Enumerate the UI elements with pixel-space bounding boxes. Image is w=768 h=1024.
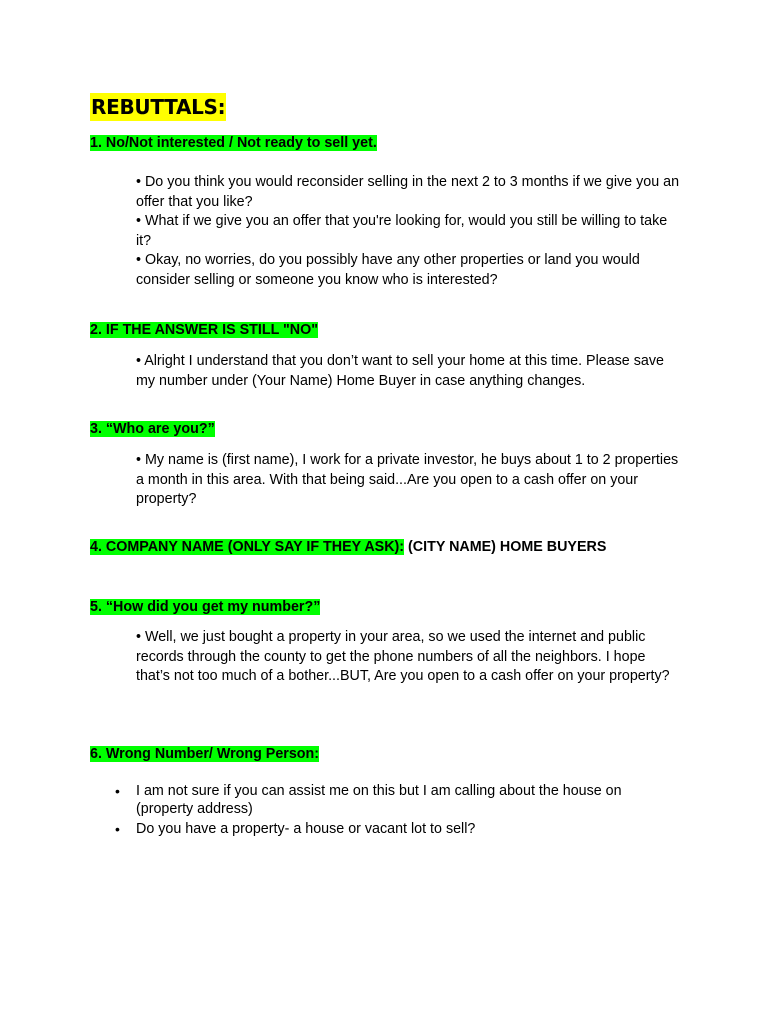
section-1-item-1: • Do you think you would reconsider selling in the next 2 to 3 months if we give you an offer that you like? bbox=[136, 174, 680, 210]
section-3-item-1: • My name is (first name), I work for a private investor, he buys about 1 to 2 properties a month in this area. With that being said...Are you open to a cash offer on your property? bbox=[136, 452, 679, 508]
section-2-heading-text: 2. IF THE ANSWER IS STILL "NO" bbox=[90, 322, 319, 338]
section-5-heading-text: 5. “How did you get my number?” bbox=[90, 599, 321, 615]
section-6-heading-text: 6. Wrong Number/ Wrong Person: bbox=[90, 746, 320, 762]
list-item bbox=[115, 820, 681, 838]
section-6-item-1: I am not sure if you can assist me on this but I am calling about the house on (property address) bbox=[136, 783, 622, 817]
section-1-heading-text: 1. No/Not interested / Not ready to sell yet. bbox=[90, 135, 377, 151]
section-4-heading bbox=[90, 538, 606, 557]
section-5-item-1: • Well, we just bought a property in your area, so we used the internet and public records through the county to get the phone numbers of all the neighbors. I hope that’s not too much of a bother...BUT, Are you open to a cash offer on your property? bbox=[136, 629, 670, 685]
section-1-item-3: • Okay, no worries, do you possibly have any other properties or land you would consider selling or someone you know who is interested? bbox=[136, 252, 640, 288]
section-6-list bbox=[115, 782, 681, 840]
section-4-heading-plain: (CITY NAME) HOME BUYERS bbox=[404, 539, 607, 555]
section-2-item-1: • Alright I understand that you don’t want to sell your home at this time. Please save my number under (Your Name) Home Buyer in case anything changes. bbox=[136, 353, 664, 389]
bullet-icon: • bbox=[115, 783, 120, 799]
section-4-heading-highlighted: 4. COMPANY NAME (ONLY SAY IF THEY ASK): bbox=[90, 539, 405, 555]
section-1-heading bbox=[90, 134, 377, 153]
section-1-item-2: • What if we give you an offer that you're looking for, would you still be willing to take it? bbox=[136, 213, 668, 249]
list-item bbox=[115, 782, 681, 818]
section-6-heading bbox=[90, 745, 319, 764]
section-2-heading bbox=[90, 321, 318, 340]
document-title: REBUTTALS: bbox=[91, 95, 226, 119]
section-1-body bbox=[136, 173, 681, 291]
section-2-body bbox=[136, 352, 681, 391]
section-5-heading bbox=[90, 598, 320, 617]
section-3-heading bbox=[90, 420, 215, 439]
section-3-body bbox=[136, 451, 681, 510]
section-3-heading-text: 3. “Who are you?” bbox=[90, 421, 215, 437]
bullet-icon: • bbox=[115, 821, 120, 837]
section-5-body bbox=[136, 628, 681, 687]
section-6-item-2: Do you have a property- a house or vacant lot to sell? bbox=[136, 821, 476, 837]
